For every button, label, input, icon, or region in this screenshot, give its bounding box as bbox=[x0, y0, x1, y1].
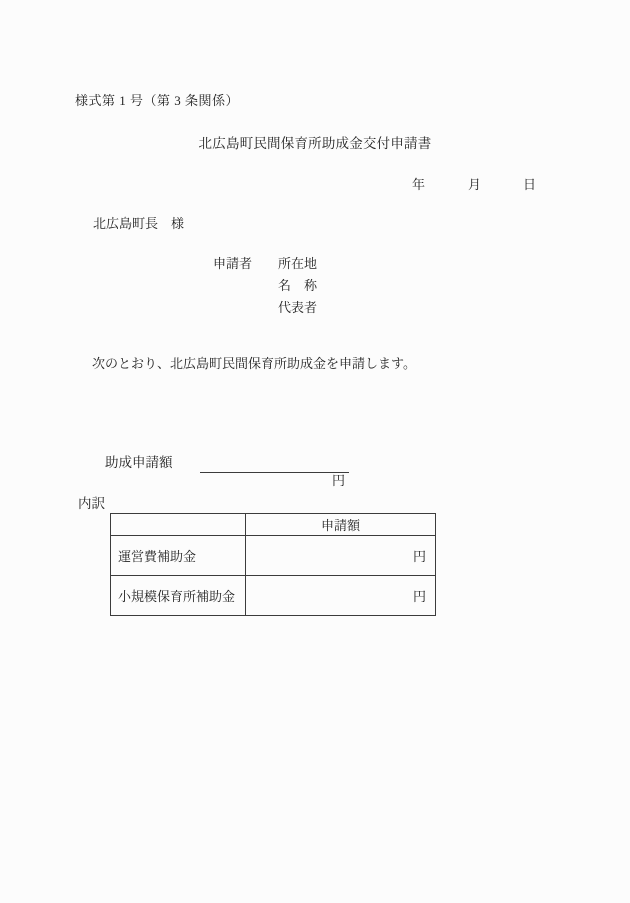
amount-unit-label: 円 bbox=[331, 473, 345, 488]
applicant-field-representative: 代表者 bbox=[278, 300, 318, 315]
addressee: 北広島町長 様 bbox=[93, 216, 185, 231]
date-day-label: 日 bbox=[523, 177, 537, 192]
table-row bbox=[111, 536, 436, 576]
date-month-label: 月 bbox=[468, 177, 482, 192]
body-text: 次のとおり、北広島町民間保育所助成金を申請します。 bbox=[92, 356, 416, 371]
amount-label: 助成申請額 bbox=[105, 455, 173, 470]
breakdown-table bbox=[110, 513, 436, 616]
header-cell-empty bbox=[111, 514, 246, 536]
table-cell-amount: 円 bbox=[246, 576, 436, 616]
breakdown-label: 内訳 bbox=[78, 496, 105, 511]
table-header-row bbox=[111, 514, 436, 536]
amount-blank-line bbox=[200, 455, 349, 488]
table-row bbox=[111, 576, 436, 616]
table-cell-item: 小規模保育所補助金 bbox=[111, 576, 246, 616]
table-cell-amount: 円 bbox=[246, 536, 436, 576]
date-year-label: 年 bbox=[412, 177, 426, 192]
table-cell-item: 運営費補助金 bbox=[111, 536, 246, 576]
applicant-field-address: 所在地 bbox=[278, 256, 318, 271]
form-number: 様式第 1 号（第 3 条関係） bbox=[75, 93, 240, 108]
header-cell-amount: 申請額 bbox=[246, 514, 436, 536]
page-title: 北広島町民間保育所助成金交付申請書 bbox=[198, 136, 432, 151]
applicant-field-name: 名 称 bbox=[278, 278, 318, 293]
applicant-label: 申請者 bbox=[213, 256, 253, 271]
